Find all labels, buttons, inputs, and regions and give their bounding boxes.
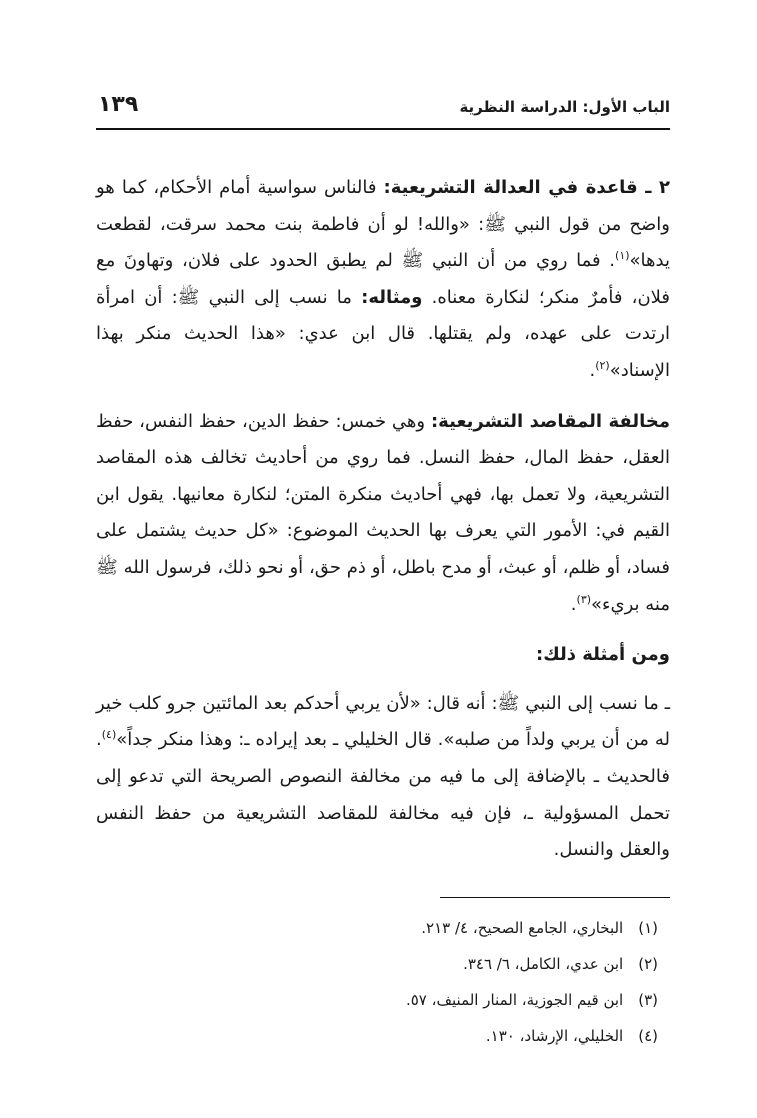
paragraph-lead: ومثاله: (361, 286, 423, 308)
page-number: ١٣٩ (98, 92, 139, 117)
main-text (96, 170, 670, 869)
footnote-number: (٢) (638, 955, 658, 973)
footnote-text: ابن قيم الجوزية، المنار المنيف، ٥٧. (405, 991, 624, 1009)
paragraph-text: . (589, 359, 596, 381)
paragraph-text: فالناس سواسية أمام الأحكام، كما هو واضح من قول النبي ﷺ: «والله! لو أن فاطمة بنت محمد سرقت، لقطعت يدها» (96, 177, 670, 272)
footnote-number: (١) (638, 919, 658, 937)
chapter-title: الباب الأول: الدراسة النظرية (459, 98, 670, 116)
footnote-text: البخاري، الجامع الصحيح، ٤/ ٢١٣. (421, 919, 624, 937)
footnote-text: الخليلي، الإرشاد، ١٣٠. (485, 1027, 624, 1045)
footnote-number: (٣) (638, 991, 658, 1009)
paragraph-text: ما نسب إلى النبي ﷺ: أن امرأة ارتدت على عهده، ولم يقتلها. قال ابن عدي: «هذا الحديث منكر بهذا الإسناد» (96, 286, 670, 381)
paragraph-text: . (570, 593, 577, 615)
footnote-item (96, 910, 670, 946)
paragraph-lead: ٢ ـ قاعدة في العدالة التشريعية: (383, 177, 670, 198)
footnote-ref[interactable]: (٣) (576, 592, 592, 606)
footnote-ref[interactable]: (٢) (595, 358, 610, 372)
footnote-text: ابن عدي، الكامل، ٦/ ٣٤٦. (463, 955, 624, 973)
footnote-item (96, 1018, 670, 1054)
paragraph-example (96, 686, 670, 869)
footnotes (96, 910, 670, 1054)
footnote-ref[interactable]: (١) (615, 249, 630, 263)
paragraph-text: وهي خمس: حفظ الدين، حفظ النفس، حفظ العقل، حفظ المال، حفظ النسل. فما روي من أحاديث تخالف هذه المقاصد التشريعية، ولا تعمل بها، فهي أحاديث منكرة المتن؛ لنكارة معانيها. يقول ابن القيم في: الأمور التي يعرف بها الحديث الموضوع: «كل حديث يشتمل على فساد، أو ظلم، أو عبث، أو مدح باطل، أو ذم حق، أو نحو ذلك، فرسول الله ﷺ منه بريء» (96, 410, 670, 615)
paragraph-judicial-equality (96, 170, 670, 390)
running-header (96, 88, 670, 130)
paragraph-legislative-objectives (96, 404, 670, 624)
paragraph-text: . فما روي من أن النبي ﷺ لم يطبق الحدود على فلان، وتهاونَ مع فلان، فأمرٌ منكر؛ لنكارة معناه. (96, 250, 671, 308)
footnote-item (96, 982, 670, 1018)
paragraph-lead: مخالفة المقاصد التشريعية: (430, 410, 670, 432)
paragraph-text: ـ ما نسب إلى النبي ﷺ: أنه قال: «لأن يربي أحدكم بعد المائتين جرو كلب خير له من أن يربي ولداً من صلبه». قال الخليلي ـ بعد إيراده ـ: وهذا منكر جداً» (96, 692, 670, 751)
section-heading: ومن أمثلة ذلك: (536, 644, 670, 666)
footnote-ref[interactable]: (٤) (101, 728, 117, 742)
paragraph-text: . فالحديث ـ بالإضافة إلى ما فيه من مخالفة النصوص الصريحة التي تدعو إلى تحمل المسؤولية ـ، فإن فيه مخالفة للمقاصد التشريعية من حفظ النفس والعقل والنسل. (96, 729, 670, 861)
footnote-item (96, 946, 670, 982)
footnote-number: (٤) (638, 1027, 658, 1045)
footnote-separator (440, 897, 670, 898)
